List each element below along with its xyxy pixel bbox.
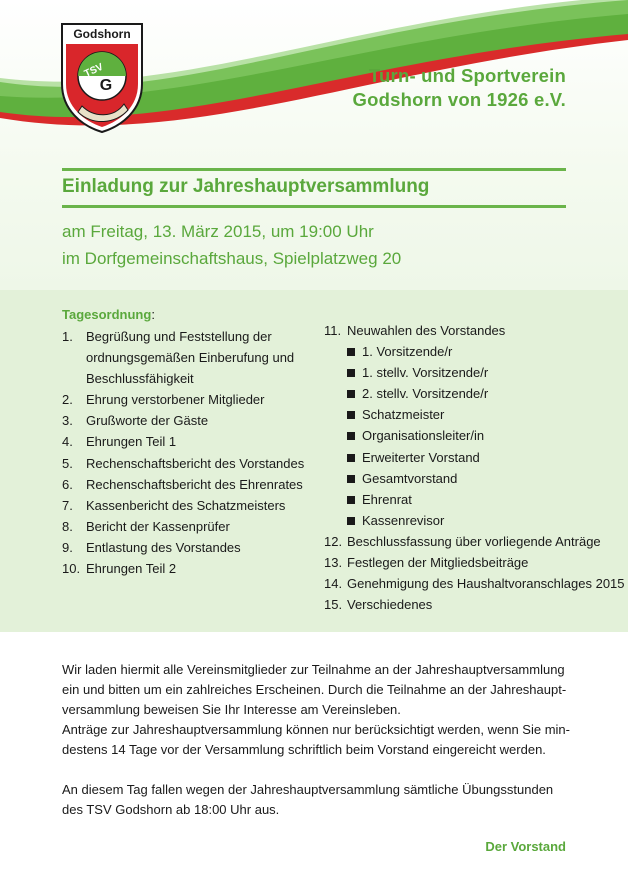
agenda-subitem (324, 447, 624, 468)
agenda-item (62, 347, 322, 368)
logo-emblem-text: TSV (82, 61, 106, 80)
agenda-heading (62, 307, 155, 322)
agenda-subitem (324, 468, 624, 489)
agenda-subitem-text: 2. stellv. Vorsitzende/r (362, 386, 489, 402)
agenda-item-number: 6. (62, 476, 73, 492)
agenda-item-number: 8. (62, 518, 73, 534)
agenda-item-number: 10. (62, 561, 81, 577)
agenda-item-text: Beschlussfähigkeit (86, 371, 194, 387)
agenda-item (62, 474, 322, 495)
agenda-item-number: 12. (324, 533, 343, 549)
title-rule-top (62, 168, 566, 171)
agenda-subitem (324, 489, 624, 510)
agenda-subitem-text: Gesamtvorstand (362, 470, 458, 486)
event-location: im Dorfgemeinschaftshaus, Spielplatzweg 20 (62, 249, 402, 268)
body-text-line: destens 14 Tage vor der Versammlung schriftlich beim Vorstand eingereicht werden. (62, 742, 546, 757)
agenda-subitem (324, 362, 624, 383)
agenda-item (324, 531, 624, 552)
agenda-item-text: Kassenbericht des Schatzmeisters (86, 497, 286, 513)
agenda-item-text: Rechenschaftsbericht des Ehrenrates (86, 476, 303, 492)
agenda-item-number: 9. (62, 539, 73, 555)
body-text-line: An diesem Tag fallen wegen der Jahreshauptversammlung sämtliche Übungsstunden (62, 782, 554, 797)
agenda-item (62, 389, 322, 410)
agenda-item (62, 558, 322, 579)
agenda-subitem (324, 341, 624, 362)
agenda-subitem-text: Organisationsleiter/in (362, 428, 485, 444)
body-text-line: Wir laden hiermit alle Vereinsmitglieder zur Teilnahme an der Jahreshauptversammlung (62, 662, 565, 677)
square-bullet-icon (347, 390, 355, 398)
club-name-line-1: Turn- und Sportverein (368, 65, 566, 86)
square-bullet-icon (347, 496, 355, 504)
agenda-item (62, 410, 322, 431)
paragraph-gap (62, 760, 568, 780)
agenda-item (324, 320, 624, 341)
agenda-item (62, 516, 322, 537)
invitation-body (62, 660, 568, 820)
invitation-title: Einladung zur Jahreshauptversammlung (62, 176, 430, 197)
square-bullet-icon (347, 517, 355, 525)
square-bullet-icon (347, 432, 355, 440)
agenda-item-text: Festlegen der Mitgliedsbeiträge (347, 555, 529, 571)
agenda-item (324, 573, 624, 594)
agenda-heading-label: Tagesordnung (62, 307, 152, 322)
title-rule-bottom (62, 205, 566, 208)
square-bullet-icon (347, 348, 355, 356)
square-bullet-icon (347, 454, 355, 462)
agenda-item-text: Beschlussfassung über vorliegende Anträge (347, 533, 601, 549)
agenda-item (62, 453, 322, 474)
logo-banner-text: Godshorn (73, 27, 131, 41)
agenda-item-text: Bericht der Kassenprüfer (86, 518, 230, 534)
agenda-subitem (324, 510, 624, 531)
agenda-item (62, 368, 322, 389)
body-text-line: ein und bitten um ein zahlreiches Erscheinen. Durch die Teilnahme an der Jahreshaupt- (62, 682, 567, 697)
agenda-subitem (324, 383, 624, 404)
club-logo (60, 22, 144, 134)
agenda-item-text: Entlastung des Vorstandes (86, 539, 241, 555)
agenda-subitem-text: 1. Vorsitzende/r (362, 344, 453, 360)
agenda-item-text: Begrüßung und Feststellung der (86, 329, 272, 344)
agenda-heading-colon: : (151, 307, 155, 322)
body-paragraph-1 (62, 660, 568, 760)
agenda-item (62, 326, 322, 347)
agenda-item-text: Grußworte der Gäste (86, 413, 209, 429)
agenda-subitem (324, 404, 624, 425)
agenda-item (62, 431, 322, 452)
agenda-item-text: Ehrung verstorbener Mitglieder (86, 392, 265, 408)
agenda-item-text: Verschiedenes (347, 597, 433, 613)
agenda-item-number: 4. (62, 434, 73, 450)
agenda-item-text: Ehrungen Teil 2 (86, 561, 177, 577)
agenda-item-number: 13. (324, 555, 343, 571)
agenda-item-text: Ehrungen Teil 1 (86, 434, 177, 450)
event-details (62, 218, 401, 272)
agenda-item-number: 3. (62, 413, 73, 429)
agenda-item-number: 5. (62, 455, 73, 471)
agenda-subitem-text: Schatzmeister (362, 407, 445, 423)
agenda-item (324, 552, 624, 573)
event-date: am Freitag, 13. März 2015, um 19:00 Uhr (62, 222, 374, 241)
body-paragraph-2 (62, 780, 568, 820)
club-name-line-2: Godshorn von 1926 e.V. (352, 89, 566, 110)
agenda-item-text: ordnungsgemäßen Einberufung und (86, 350, 295, 366)
agenda-item-number: 15. (324, 597, 343, 613)
agenda-item-text: Rechenschaftsbericht des Vorstandes (86, 455, 305, 471)
agenda-item-text: Neuwahlen des Vorstandes (347, 323, 506, 338)
body-text-line: des TSV Godshorn ab 18:00 Uhr aus. (62, 802, 280, 817)
agenda-item (62, 495, 322, 516)
agenda-subitem-text: 1. stellv. Vorsitzende/r (362, 365, 489, 381)
agenda-subitem-text: Kassenrevisor (362, 512, 445, 528)
agenda-item-number: 2. (62, 392, 73, 408)
body-text-line: versammlung beweisen Sie Ihr Interesse am Vereinsleben. (62, 702, 401, 717)
square-bullet-icon (347, 369, 355, 377)
square-bullet-icon (347, 411, 355, 419)
signature: Der Vorstand (485, 839, 566, 854)
agenda-subitem-text: Ehrenrat (362, 491, 412, 507)
agenda-item-number: 1. (62, 329, 73, 344)
club-name (353, 64, 566, 112)
agenda-left-column (62, 326, 322, 579)
agenda-subitem (324, 425, 624, 446)
agenda-item-text: Genehmigung des Haushaltvoranschlages 2015 (347, 576, 625, 592)
agenda-item-number: 11. (324, 323, 342, 338)
agenda-item-number: 7. (62, 497, 73, 513)
agenda-item (324, 594, 624, 615)
agenda-subitem-text: Erweiterter Vorstand (362, 449, 480, 465)
agenda-right-column (324, 320, 624, 615)
body-text-line: Anträge zur Jahreshauptversammlung können nur berücksichtigt werden, wenn Sie min- (62, 722, 570, 737)
agenda-item-number: 14. (324, 576, 343, 592)
square-bullet-icon (347, 475, 355, 483)
agenda-item (62, 537, 322, 558)
logo-emblem-letter: G (99, 77, 113, 94)
